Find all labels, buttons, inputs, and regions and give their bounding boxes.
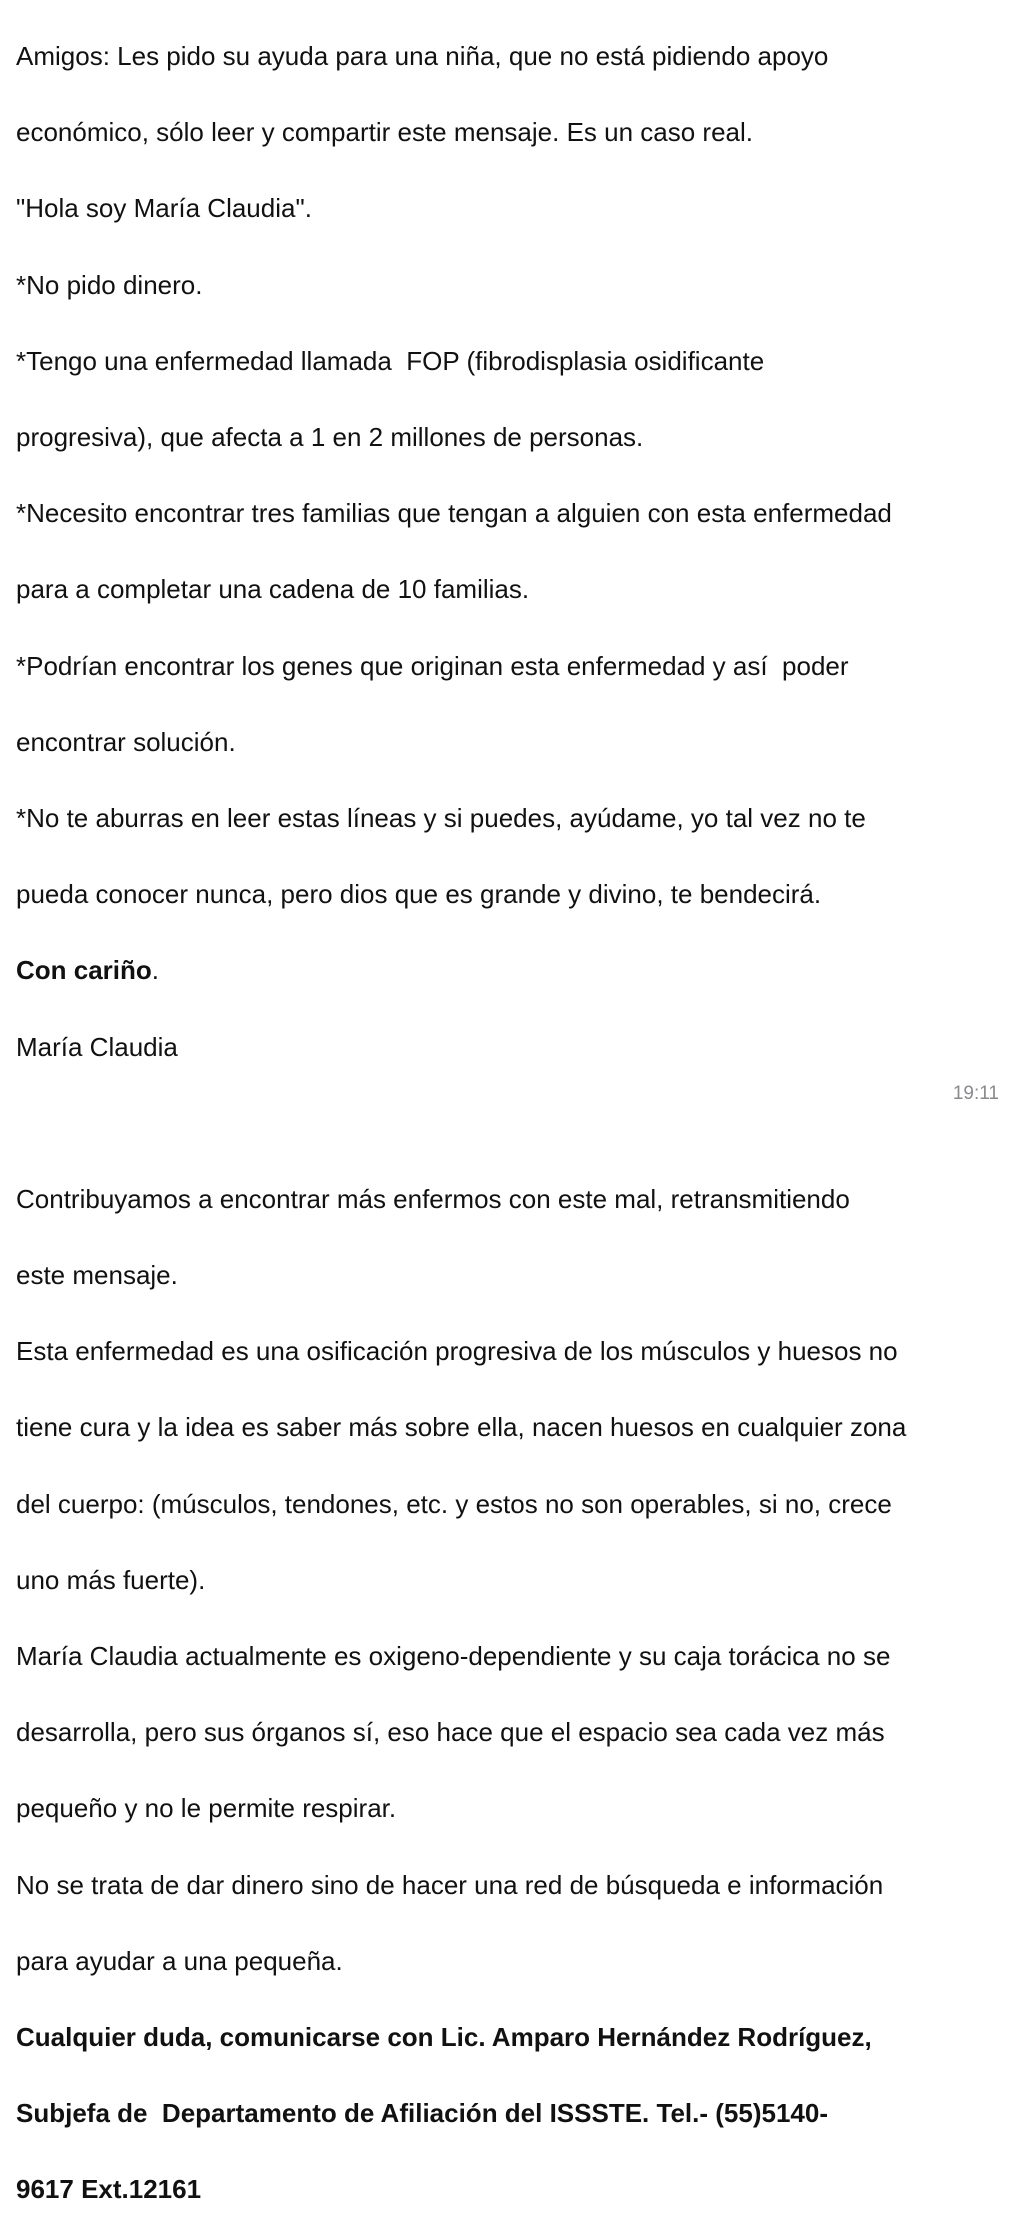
message-line: para ayudar a una pequeña. — [16, 1945, 343, 1976]
signature-line: María Claudia — [16, 1031, 178, 1062]
blank-line — [16, 1104, 999, 1142]
message-line: María Claudia actualmente es oxigeno-dependiente y su caja torácica no se — [16, 1641, 891, 1672]
message-line: *No te aburras en leer estas líneas y si puedes, ayúdame, yo tal vez no te — [16, 802, 866, 833]
message-line: uno más fuerte). — [16, 1564, 206, 1595]
message-line: pequeño y no le permite respirar. — [16, 1793, 397, 1824]
message-line: Esta enfermedad es una osificación progresiva de los músculos y huesos no — [16, 1336, 898, 1367]
contact-line: Cualquier duda, comunicarse con Lic. Amparo Hernández Rodríguez, — [16, 2021, 872, 2052]
message-line: progresiva), que afecta a 1 en 2 millones de personas. — [16, 422, 644, 453]
signoff-period: . — [151, 955, 160, 986]
signoff-line — [16, 951, 999, 989]
message-line: pueda conocer nunca, pero dios que es grande y divino, te bendecirá. — [16, 879, 822, 910]
message-line: del cuerpo: (músculos, tendones, etc. y estos no son operables, si no, crece — [16, 1488, 892, 1519]
message-line: tiene cura y la idea es saber más sobre ella, nacen huesos en cualquier zona — [16, 1412, 907, 1443]
contact-line: 9617 Ext.12161 — [16, 2174, 202, 2205]
message-line: desarrolla, pero sus órganos sí, eso hace que el espacio sea cada vez más — [16, 1717, 885, 1748]
message-timestamp: 19:11 — [952, 1083, 999, 1104]
message-line: Amigos: Les pido su ayuda para una niña, que no está pidiendo apoyo — [16, 41, 829, 72]
message-text — [16, 0, 999, 2222]
message-line: económico, sólo leer y compartir este mensaje. Es un caso real. — [16, 117, 754, 148]
message-line: encontrar solución. — [16, 726, 236, 757]
message-line: *Podrían encontrar los genes que originan esta enfermedad y así poder — [16, 650, 849, 681]
message-line: para a completar una cadena de 10 familias. — [16, 574, 530, 605]
message-line: *Tengo una enfermedad llamada FOP (fibrodisplasia osidificante — [16, 345, 765, 376]
signoff-bold: Con cariño — [16, 955, 152, 986]
message-line: No se trata de dar dinero sino de hacer una red de búsqueda e información — [16, 1869, 884, 1900]
message-line: *No pido dinero. — [16, 269, 203, 300]
message-line: *Necesito encontrar tres familias que tengan a alguien con esta enfermedad — [16, 498, 892, 529]
message-line: este mensaje. — [16, 1260, 178, 1291]
contact-line: Subjefa de Departamento de Afiliación del ISSSTE. Tel.- (55)5140- — [16, 2098, 828, 2129]
message-line: "Hola soy María Claudia". — [16, 193, 312, 224]
message-line: Contribuyamos a encontrar más enfermos con este mal, retransmitiendo — [16, 1183, 850, 1214]
